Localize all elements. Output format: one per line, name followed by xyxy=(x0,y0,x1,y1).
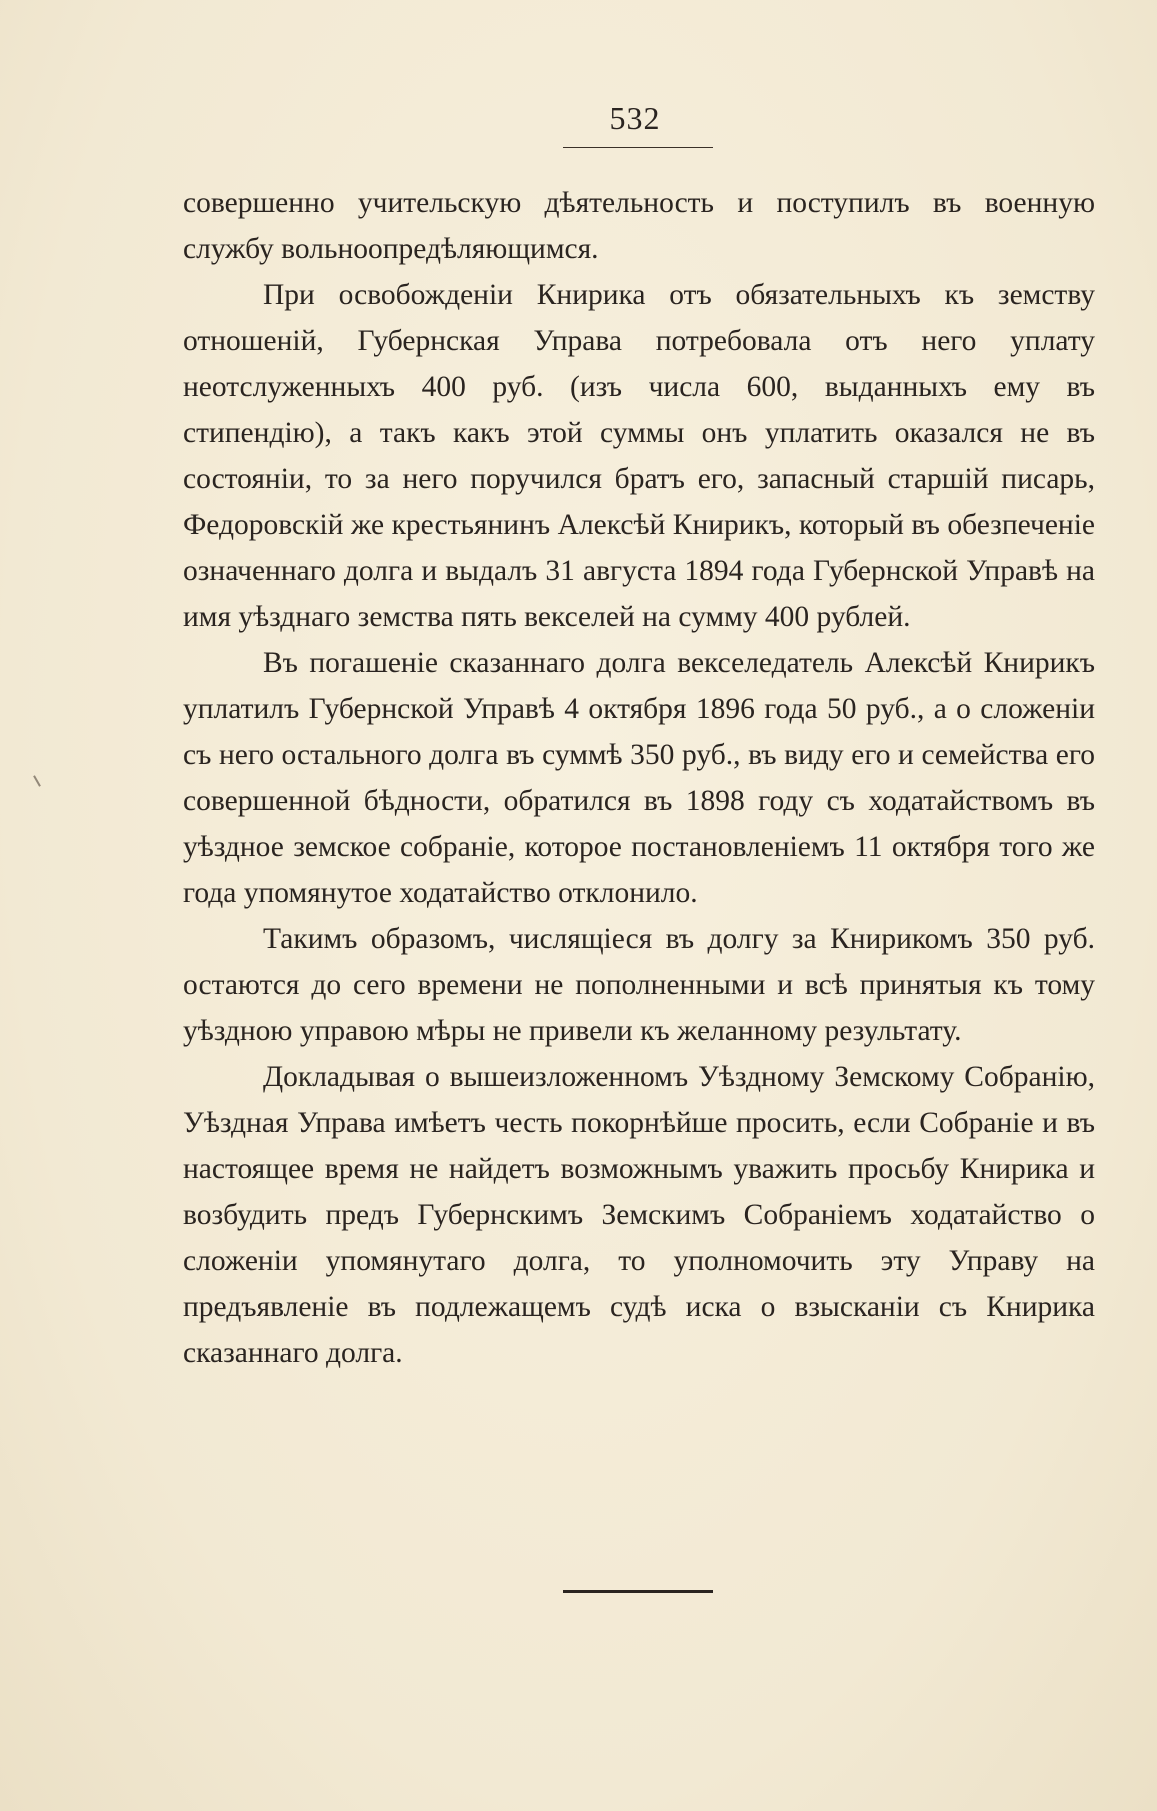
page-number: 532 xyxy=(609,100,661,136)
paragraph: Въ погашеніе сказаннаго долга векселедатель Алексѣй Книрикъ уплатилъ Губернской Управѣ 4 октября 1896 года 50 руб., а о сложеніи съ него остального долга въ суммѣ 350 руб., въ виду его и семейства его совершенной бѣдности, обратился въ 1898 году съ ходатайствомъ въ уѣздное земское собраніе, которое постановленіемъ 11 октября того же года упомянутое ходатайство отклонило. xyxy=(183,647,1095,909)
paragraph: Такимъ образомъ, числящіеся въ долгу за Книрикомъ 350 руб. остаются до сего времени не пополненными и всѣ принятыя къ тому уѣздною управою мѣры не привели къ желанному результату. xyxy=(183,923,1095,1047)
paragraph-continuation: совершенно учительскую дѣятельность и поступилъ въ военную службу вольноопредѣляющимся. xyxy=(183,187,1095,265)
paragraph: При освобожденіи Книрика отъ обязательныхъ къ земству отношеній, Губернская Управа потребовала отъ него уплату неотслуженныхъ 400 руб. (изъ числа 600, выданныхъ ему въ стипендію), а такъ какъ этой суммы онъ уплатить оказался не въ состояніи, то за него поручился братъ его, запасный старшій писарь, Федоровскій же крестьянинъ Алексѣй Книрикъ, который въ обезпеченіе означеннаго долга и выдалъ 31 августа 1894 года Губернской Управѣ на имя уѣзднаго земства пять векселей на сумму 400 рублей. xyxy=(183,279,1095,633)
paragraph: Докладывая о вышеизложенномъ Уѣздному Земскому Собранію, Уѣздная Управа имѣетъ честь покорнѣйше просить, если Собраніе и въ настоящее время не найдетъ возможнымъ уважить просьбу Книрика и возбудить предъ Губернскимъ Земскимъ Собраніемъ ходатайство о сложеніи упомянутаго долга, то уполномочить эту Управу на предъявленіе въ подлежащемъ судѣ иска о взысканіи съ Книрика сказаннаго долга. xyxy=(183,1061,1095,1369)
paper-speck xyxy=(33,775,41,786)
closing-rule xyxy=(563,1590,713,1593)
page-number-rule xyxy=(563,147,713,148)
body-text xyxy=(183,180,1095,1376)
